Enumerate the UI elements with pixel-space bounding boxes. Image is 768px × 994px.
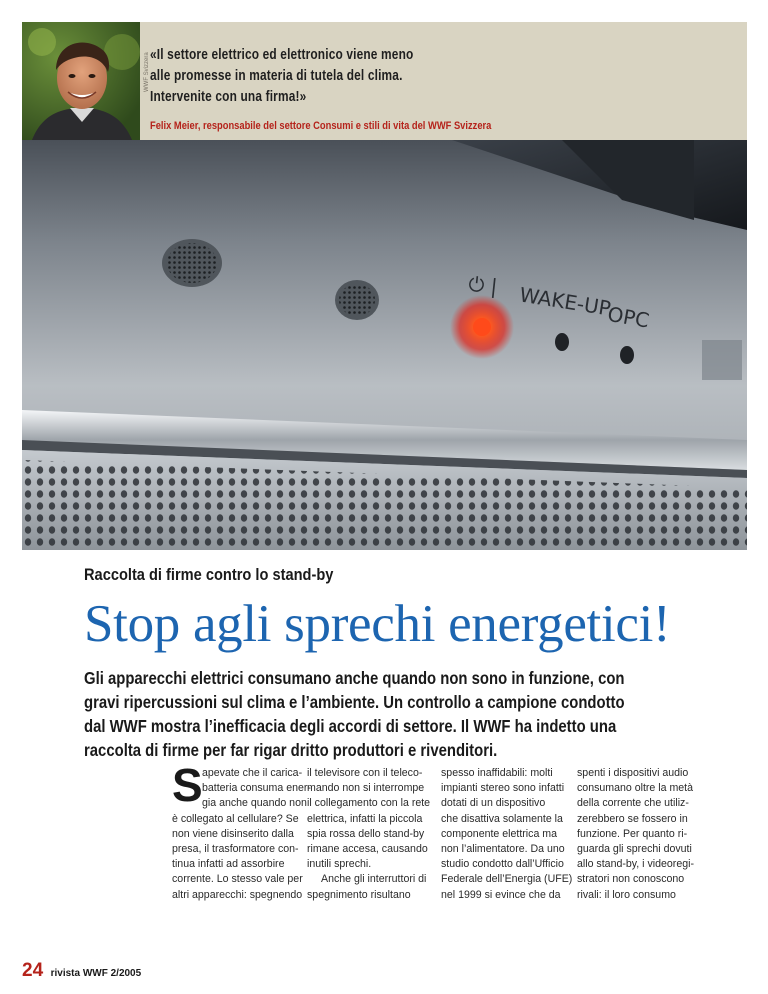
wake-up-label: WAKE-UP (517, 282, 613, 321)
body-line: dotati di un dispositivo (441, 797, 546, 810)
body-line: guarda gli sprechi dovuti (577, 843, 692, 856)
page-number: 24 (22, 960, 44, 981)
drop-cap: S (172, 759, 203, 811)
photo-credit: WWF Svizzera (144, 52, 150, 92)
power-symbol-label: ⏻ | (467, 271, 499, 299)
opc-label: OPC (605, 301, 652, 333)
body-line: batteria consuma ener- (202, 782, 311, 795)
body-line: inutili sprechi. (307, 858, 372, 871)
pull-quote (150, 45, 576, 108)
portrait-photo (22, 22, 140, 140)
quote-author: Felix Meier, responsabile del settore Consumi e stili di vita del WWF Svizzera (150, 120, 492, 132)
article-kicker: Raccolta di firme contro lo stand-by (84, 565, 334, 584)
pull-quote-line: alle promesse in materia di tutela del clima. (150, 68, 403, 84)
body-line: gia anche quando non (202, 797, 307, 810)
pull-quote-line: Intervenite con una firma!» (150, 89, 307, 105)
body-line: corrente. Lo stesso vale per (172, 873, 303, 886)
body-line: mando non si interrompe (307, 782, 425, 795)
body-line: spesso inaffidabili: molti (441, 767, 553, 779)
body-line: che disattiva solamente la (441, 812, 563, 825)
monitor-photo (22, 140, 747, 550)
body-column-1 (172, 759, 311, 903)
body-line: funzione. Per quanto ri- (577, 827, 688, 840)
body-line: il collegamento con la rete (307, 797, 431, 810)
magazine-issue: rivista WWF 2/2005 (50, 968, 142, 979)
body-line: Federale dell’Energia (UFE) (441, 873, 573, 886)
body-line: rivali: il loro consumo (577, 888, 676, 901)
body-line: il televisore con il teleco- (307, 767, 423, 779)
body-line: spenti i dispositivi audio (577, 767, 689, 779)
body-column-2 (307, 766, 433, 903)
body-line: spia rossa dello stand-by (307, 827, 425, 840)
body-line: altri apparecchi: spegnendo (172, 888, 303, 901)
article-headline: Stop agli sprechi energetici! (84, 595, 671, 653)
body-line: studio condotto dall’Ufficio (441, 858, 564, 871)
body-line: della corrente che utiliz- (577, 797, 689, 810)
body-line: elettrica, infatti la piccola (307, 812, 423, 825)
article-lead (84, 666, 625, 762)
body-line: non l’alimentatore. Da uno (441, 843, 565, 856)
body-line: presa, il trasformatore con- (172, 843, 299, 856)
body-line: consumano oltre la metà (577, 782, 694, 795)
page-footer (22, 960, 141, 982)
body-column-4 (577, 766, 703, 903)
body-line: è collegato al cellulare? Se (172, 812, 299, 825)
body-line: impianti stereo sono infatti (441, 782, 565, 795)
lead-line: Gli apparecchi elettrici consumano anche quando non sono in funzione, con (84, 668, 625, 688)
body-line: apevate che il carica- (202, 767, 303, 779)
body-line: Anche gli interruttori di (321, 873, 427, 886)
body-line: rimane accesa, causando (307, 843, 428, 856)
body-line: allo stand-by, i videoregi- (577, 858, 694, 871)
body-line: tinua infatti ad assorbire (172, 858, 285, 871)
body-line: spegnimento risultano (307, 888, 411, 901)
body-line: componente elettrica ma (441, 827, 558, 840)
lead-line: dal WWF mostra l’inefficacia degli accordi di settore. Il WWF ha indetto una (84, 716, 617, 736)
body-column-3 (441, 766, 573, 903)
body-line: non viene disinserito dalla (172, 827, 294, 840)
body-line: nel 1999 si evince che da (441, 888, 561, 901)
quote-box (22, 22, 747, 140)
lead-line: gravi ripercussioni sul clima e l’ambiente. Un controllo a campione condotto (84, 692, 625, 712)
body-line: zerebbero se fossero in (577, 812, 688, 825)
pull-quote-line: «Il settore elettrico ed elettronico viene meno (150, 47, 414, 63)
body-line: stratori non conoscono (577, 873, 685, 886)
lead-line: raccolta di firme per far rigar dritto produttori e rivenditori. (84, 740, 498, 760)
